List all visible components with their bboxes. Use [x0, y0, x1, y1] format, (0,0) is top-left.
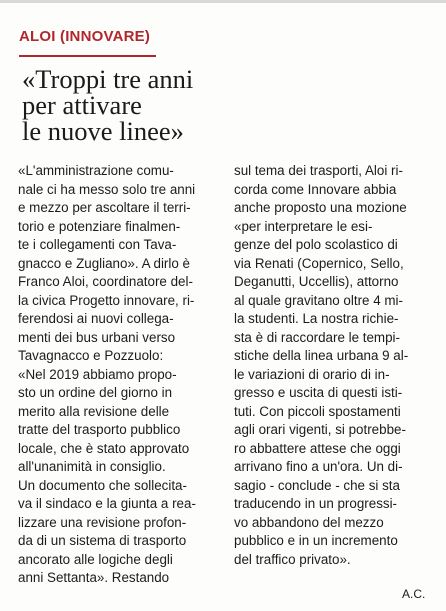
article-body-right-column [234, 162, 436, 569]
body-line: via Renati (Copernico, Sello, [234, 255, 404, 271]
body-line: gresso e uscita di questi isti- [234, 385, 403, 400]
body-line: va il sindaco e la giunta a rea- [18, 496, 196, 511]
headline-line: per attivare [22, 90, 142, 120]
kicker-underline [19, 55, 156, 57]
headline-line: le nuove linee» [22, 116, 184, 146]
body-line: tuti. Con piccoli spostamenti [234, 403, 401, 419]
headline-line: «Troppi tre anni [22, 64, 194, 94]
body-line: del traffico privato». [234, 551, 351, 567]
body-line: Franco Aloi, coordinatore del- [18, 274, 193, 289]
body-line: la civica Progetto innovare, ri- [18, 292, 195, 308]
body-line: arrivano fino a un'ora. Un di- [234, 459, 403, 474]
body-line: Tavagnacco e Pozzuolo: [18, 348, 164, 363]
body-line: sta è di raccordare le tempi- [234, 329, 400, 345]
body-line: al quale gravitano oltre 4 mi- [234, 292, 403, 308]
body-line: anni Settanta». Restando [18, 570, 170, 585]
body-line: corda come Innovare abbia [234, 181, 397, 197]
body-line: «Nel 2019 abbiamo propo- [18, 366, 177, 382]
body-line: ancorato alle logiche degli [18, 551, 173, 567]
body-line: sul tema dei trasporti, Aloi ri- [234, 163, 403, 178]
body-line: gnacco e Zugliano». A dirlo è [18, 255, 190, 271]
body-line: all'unanimità in consiglio. [18, 459, 166, 474]
body-line: vo abbandono del mezzo [234, 514, 384, 530]
body-line: traducendo in un progressi- [234, 496, 398, 511]
body-line: sagio - conclude - che si sta [234, 477, 400, 493]
body-line: pubblico e in un incremento [234, 533, 398, 548]
body-line: menti dei bus urbani verso [18, 329, 176, 345]
body-line: anche proposto una mozione [234, 200, 407, 215]
body-line: lizzare una revisione profon- [18, 514, 187, 530]
body-line: sto un ordine del giorno in [18, 385, 173, 400]
article-kicker: ALOI (INNOVARE) [19, 28, 151, 45]
body-line: «L'amministrazione comu- [18, 163, 174, 178]
body-line: locale, che è stato approvato [18, 440, 190, 456]
body-line: tratte del trasporto pubblico [18, 422, 181, 437]
body-line: ro abbattere attese che oggi [234, 440, 401, 456]
body-line: agli orari vigenti, si potrebbe- [234, 422, 406, 437]
body-line: «per interpretare le esi- [234, 218, 373, 234]
body-line: e mezzo per ascoltare il terri- [18, 200, 191, 215]
body-line: merito alla revisione delle [18, 403, 170, 419]
body-line: nale ci ha messo solo tre anni [18, 181, 196, 197]
body-line: torio e potenziare finalmen- [18, 218, 181, 234]
body-line: le variazioni di orario di in- [234, 366, 390, 382]
body-line: Deganutti, Uccellis), attorno [234, 274, 399, 289]
body-line: genze del polo scolastico di [234, 237, 398, 252]
body-line: stiche della linea urbana 9 al- [234, 348, 409, 363]
article-headline [22, 66, 262, 144]
body-line: la studenti. La nostra richie- [234, 311, 399, 326]
body-line: te i collegamenti con Tava- [18, 237, 177, 252]
author-signature: A.C. [402, 587, 426, 601]
top-divider [0, 0, 446, 3]
body-line: ferendosi ai nuovi collega- [18, 311, 174, 326]
article-body-left-column [18, 162, 225, 588]
body-line: Un documento che sollecita- [18, 477, 187, 493]
body-line: da di un sistema di trasporto [18, 533, 187, 548]
